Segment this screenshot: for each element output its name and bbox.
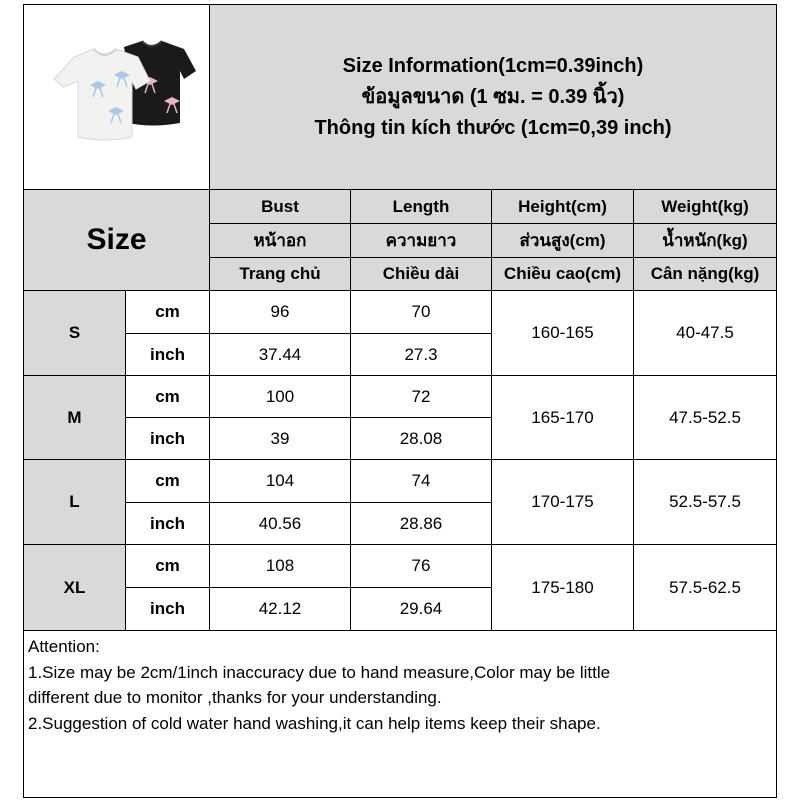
notes-heading: Attention: (28, 637, 100, 656)
bust-inch-xl: 42.12 (209, 587, 351, 631)
size-label-l: L (24, 459, 126, 545)
header-bust-en: Bust (209, 189, 351, 224)
notes-line-2: different due to monitor ,thanks for your understanding. (28, 688, 442, 707)
weight-xl: 57.5-62.5 (633, 544, 776, 631)
size-chart (23, 4, 777, 798)
bust-cm-m: 100 (209, 375, 351, 418)
bust-cm-xl: 108 (209, 544, 351, 588)
bust-inch-l: 40.56 (209, 502, 351, 545)
weight-l: 52.5-57.5 (633, 459, 776, 545)
size-label-s: S (24, 290, 126, 376)
unit-inch: inch (125, 333, 210, 376)
weight-s: 40-47.5 (633, 290, 776, 376)
height-l: 170-175 (491, 459, 634, 545)
notes-line-3: 2.Suggestion of cold water hand washing,it can help items keep their shape. (28, 713, 601, 733)
unit-inch: inch (125, 587, 210, 631)
length-inch-s: 27.3 (350, 333, 492, 376)
title-block (209, 5, 776, 190)
size-header (24, 189, 210, 291)
header-height-th: ส่วนสูง(cm) (491, 223, 634, 258)
header-bust-th: หน้าอก (209, 223, 351, 258)
header-length-vi: Chiều dài (350, 257, 492, 291)
header-weight-vi: Cân nặng(kg) (633, 257, 776, 291)
weight-m: 47.5-52.5 (633, 375, 776, 460)
length-cm-m: 72 (350, 375, 492, 418)
length-inch-xl: 29.64 (350, 587, 492, 631)
length-inch-m: 28.08 (350, 417, 492, 460)
product-photo-cell (24, 5, 210, 190)
unit-cm: cm (125, 544, 210, 588)
height-s: 160-165 (491, 290, 634, 376)
size-header-label: Size (86, 223, 147, 256)
size-label-m: M (24, 375, 126, 460)
header-weight-en: Weight(kg) (633, 189, 776, 224)
tshirt-photo (24, 5, 208, 188)
unit-inch: inch (125, 502, 210, 545)
unit-cm: cm (125, 375, 210, 418)
unit-cm: cm (125, 290, 210, 334)
bust-inch-m: 39 (209, 417, 351, 460)
header-weight-th: น้ำหนัก(kg) (633, 223, 776, 258)
length-inch-l: 28.86 (350, 502, 492, 545)
size-label-xl: XL (24, 544, 126, 631)
height-m: 165-170 (491, 375, 634, 460)
header-length-th: ความยาว (350, 223, 492, 258)
height-xl: 175-180 (491, 544, 634, 631)
length-cm-xl: 76 (350, 544, 492, 588)
header-height-vi: Chiều cao(cm) (491, 257, 634, 291)
unit-cm: cm (125, 459, 210, 503)
header-height-en: Height(cm) (491, 189, 634, 224)
title-line-thai: ข้อมูลขนาด (1 ซม. = 0.39 นิ้ว) (361, 85, 625, 108)
length-cm-l: 74 (350, 459, 492, 503)
bust-cm-s: 96 (209, 290, 351, 334)
length-cm-s: 70 (350, 290, 492, 334)
bust-inch-s: 37.44 (209, 333, 351, 376)
notes-line-1: 1.Size may be 2cm/1inch inaccuracy due to hand measure,Color may be little (28, 662, 611, 682)
unit-inch: inch (125, 417, 210, 460)
title-line-vietnamese: Thông tin kích thước (1cm=0,39 inch) (314, 116, 672, 139)
header-length-en: Length (350, 189, 492, 224)
bust-cm-l: 104 (209, 459, 351, 503)
header-bust-vi: Trang chủ (209, 257, 351, 291)
attention-notes (24, 630, 776, 797)
title-line-english: Size Information(1cm=0.39inch) (342, 54, 644, 77)
